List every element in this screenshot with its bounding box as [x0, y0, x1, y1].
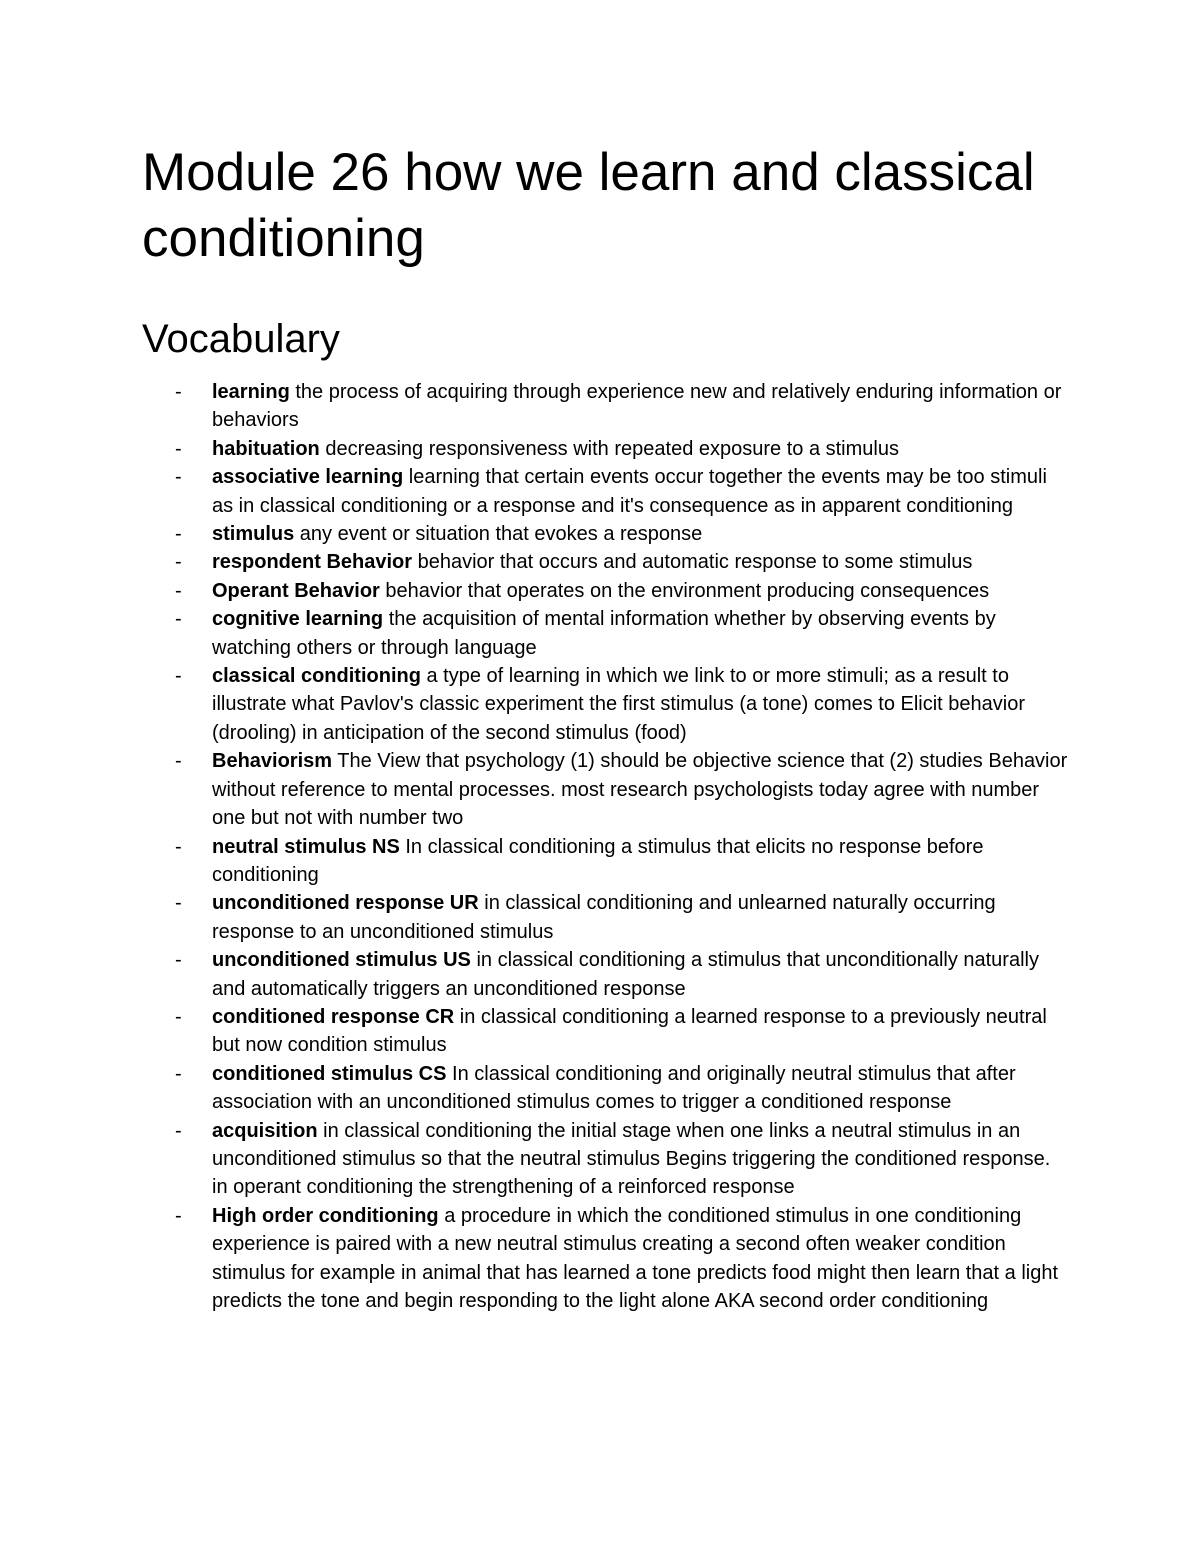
- vocab-definition: the acquisition of mental information whether by observing events by watching others or through language: [212, 608, 996, 659]
- vocab-definition: in classical conditioning the initial stage when one links a neutral stimulus in an unconditioned stimulus so that the neutral stimulus Begins triggering the conditioned response. in operant conditioning the strengthening of a reinforced response: [212, 1119, 1051, 1199]
- vocab-item: [0, 548, 1200, 576]
- vocab-definition: learning that certain events occur together the events may be too stimuli as in classical conditioning or a response and it's consequence as in apparent conditioning: [212, 466, 1047, 517]
- vocab-item: [0, 1117, 1200, 1202]
- vocab-item: [0, 747, 1200, 832]
- page-title: Module 26 how we learn and classical conditioning: [142, 143, 1035, 268]
- vocab-definition: behavior that occurs and automatic response to some stimulus: [412, 551, 973, 574]
- bullet-dash: -: [175, 1119, 182, 1142]
- vocab-item: [0, 833, 1200, 890]
- vocab-term: neutral stimulus NS: [212, 835, 400, 858]
- section-heading: Vocabulary: [142, 317, 340, 361]
- vocab-definition: in classical conditioning a stimulus that unconditionally naturally and automatically triggers an unconditioned response: [212, 949, 1039, 1000]
- vocab-term: learning: [212, 381, 290, 403]
- bullet-dash: -: [175, 665, 182, 688]
- bullet-dash: -: [175, 551, 182, 574]
- vocab-term: stimulus: [212, 523, 295, 546]
- bullet-dash: -: [175, 949, 182, 972]
- vocab-definition: in classical conditioning and unlearned naturally occurring response to an unconditioned stimulus: [212, 892, 996, 943]
- vocab-term: cognitive learning: [212, 608, 384, 631]
- vocab-item: [0, 605, 1200, 662]
- vocab-term: acquisition: [212, 1119, 318, 1142]
- vocabulary-list: [0, 378, 1200, 1315]
- vocab-definition: in classical conditioning a learned response to a previously neutral but now condition stimulus: [212, 1005, 1047, 1057]
- vocab-definition: In classical conditioning and originally neutral stimulus that after association with an unconditioned stimulus comes to trigger a conditioned response: [212, 1062, 1016, 1114]
- vocab-term: Behaviorism: [212, 750, 333, 773]
- vocab-term: Operant Behavior: [212, 579, 380, 602]
- vocab-item: [0, 662, 1200, 747]
- vocab-item: [0, 378, 1200, 435]
- vocab-term: conditioned stimulus CS: [212, 1062, 447, 1085]
- vocab-term: classical conditioning: [212, 665, 421, 688]
- vocab-item: [0, 1060, 1200, 1117]
- vocab-item: [0, 889, 1200, 946]
- vocab-definition: a procedure in which the conditioned stimulus in one conditioning experience is paired with a new neutral stimulus creating a second often weaker condition stimulus for example in animal that has learned a tone predicts food might then learn that a light predicts the tone and begin responding to the light alone AKA second order conditioning: [212, 1204, 1059, 1312]
- bullet-dash: -: [175, 1005, 182, 1028]
- vocab-definition: In classical conditioning a stimulus that elicits no response before conditioning: [212, 835, 984, 886]
- bullet-dash: -: [175, 608, 182, 631]
- vocab-item: [0, 520, 1200, 548]
- vocab-term: unconditioned response UR: [212, 892, 479, 915]
- vocab-definition: a type of learning in which we link to or more stimuli; as a result to illustrate what Pavlov's classic experiment the first stimulus (a tone) comes to Elicit behavior (drooling) in anticipation of the second stimulus (food): [212, 665, 1026, 744]
- vocab-term: habituation: [212, 437, 320, 460]
- vocab-term: respondent Behavior: [212, 551, 413, 574]
- vocab-definition: The View that psychology (1) should be objective science that (2) studies Behavior without reference to mental processes. most research psychologists today agree with number one but not with number two: [212, 750, 1068, 830]
- vocab-definition: decreasing responsiveness with repeated exposure to a stimulus: [319, 437, 899, 460]
- vocab-item: [0, 577, 1200, 605]
- bullet-dash: -: [175, 466, 182, 489]
- vocab-term: unconditioned stimulus US: [212, 949, 471, 972]
- bullet-dash: -: [175, 1062, 182, 1085]
- vocab-item: [0, 1202, 1200, 1316]
- bullet-dash: -: [175, 523, 182, 546]
- bullet-dash: -: [175, 381, 182, 403]
- vocab-definition: any event or situation that evokes a response: [294, 523, 703, 546]
- vocab-term: High order conditioning: [212, 1204, 439, 1227]
- vocab-term: conditioned response CR: [212, 1005, 455, 1028]
- bullet-dash: -: [175, 835, 182, 858]
- vocab-term: associative learning: [212, 466, 404, 489]
- vocab-item: [0, 463, 1200, 520]
- bullet-dash: -: [175, 892, 182, 915]
- vocab-item: [0, 946, 1200, 1003]
- bullet-dash: -: [175, 1204, 182, 1227]
- bullet-dash: -: [175, 437, 182, 460]
- vocab-item: [0, 1003, 1200, 1060]
- bullet-dash: -: [175, 750, 182, 773]
- vocab-definition: behavior that operates on the environment producing consequences: [379, 579, 990, 602]
- vocab-definition: the process of acquiring through experience new and relatively enduring information or behaviors: [212, 381, 1062, 432]
- bullet-dash: -: [175, 579, 182, 602]
- vocab-item: [0, 435, 1200, 463]
